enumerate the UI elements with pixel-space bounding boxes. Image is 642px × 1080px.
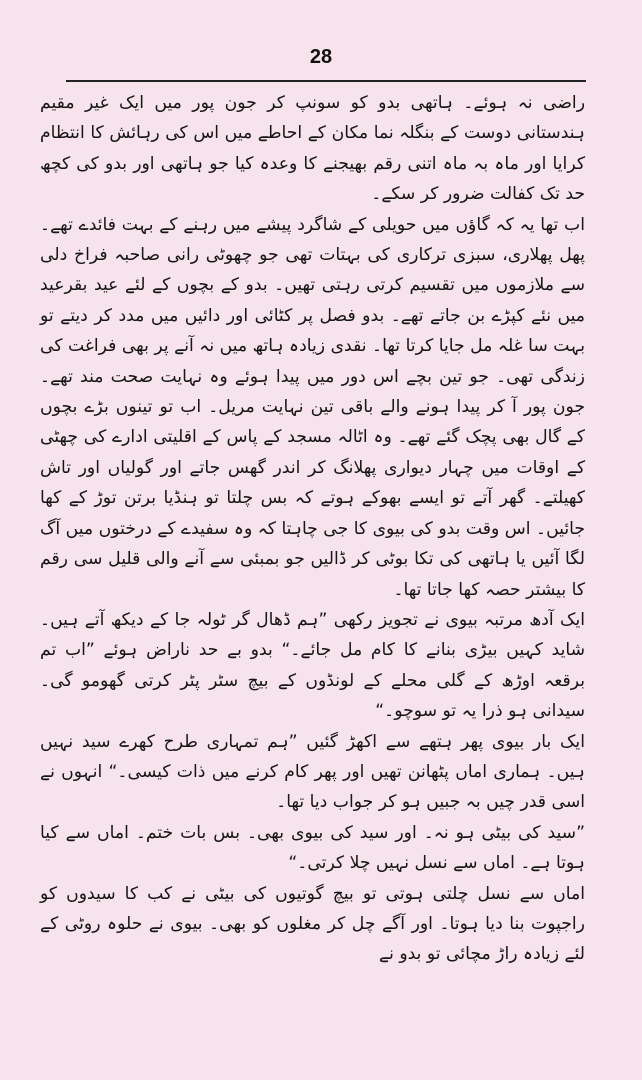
paragraph: راضی نہ ہوئے۔ ہاتھی بدو کو سونپ کر جون پور میں ایک غیر مقیم ہندستانی دوست کے بنگلہ نما مکان کے احاطے میں اس کی رہائش کا انتظام کرایا اور ماہ بہ ماہ اتنی رقم بھیجنے کا وعدہ کیا جو ہاتھی اور بدو کی کچھ حد تک کفالت ضرور کر سکے۔	[40, 93, 585, 205]
header-rule	[66, 80, 586, 82]
paragraph: ایک آدھ مرتبہ بیوی نے تجویز رکھی ”ہم ڈھال گر ٹولہ جا کے دیکھ آتے ہیں۔ شاید کہیں بیڑی بنانے کا کام مل جائے۔“ بدو بے حد ناراض ہوئے ”اب تم برقعہ اوڑھ کے گلی محلے کے لونڈوں کے بیچ سٹر پٹر کرتی گھومو گی۔ سیدانی ہو ذرا یہ تو سوچو۔“	[40, 609, 585, 722]
paragraph: ”سید کی بیٹی ہو نہ۔ اور سید کی بیوی بھی۔ بس بات ختم۔ اماں سے کیا ہوتا ہے۔ اماں سے نسل نہیں چلا کرتی۔“	[40, 822, 585, 874]
page-body-text	[40, 88, 585, 970]
paragraph: ایک بار بیوی پھر ہتھے سے اکھڑ گئیں ”ہم تمہاری طرح کھرے سید نہیں ہیں۔ ہماری اماں پٹھانن تھیں اور پھر کام کرنے میں ذات کیسی۔“ انہوں نے اسی قدر چیں بہ جبیں ہو کر جواب دیا تھا۔	[40, 731, 585, 813]
paragraph: اماں سے نسل چلتی ہوتی تو بیچ گوتیوں کی بیٹی نے کب کا سیدوں کو راجپوت بنا دیا ہوتا۔ اور آگے چل کر مغلوں کو بھی۔ بیوی نے حلوہ روٹی کے لئے زیادہ راڑ مچائی تو بدو نے	[40, 883, 585, 965]
page-number: 28	[309, 46, 333, 68]
paragraph: اب تھا یہ کہ گاؤں میں حویلی کے شاگرد پیشے میں رہنے کے بہت فائدے تھے۔ پھل پھلاری، سبزی ترکاری کی بہتات تھی جو چھوٹی رانی صاحبہ فراخ دلی سے ملازموں میں تقسیم کرتی رہتی تھیں۔ بدو کے بچوں کے لئے عید بقرعید میں نئے کپڑے بن جاتے تھے۔ بدو فصل پر کٹائی اور دائیں میں مدد کر دیتے تو بہت سا غلہ مل جایا کرتا تھا۔ نقدی زیادہ ہاتھ میں نہ آنے پر بھی فراغت کی زندگی تھی۔ جو تین بچے اس دور میں پیدا ہوئے وہ نہایت صحت مند تھے۔ جون پور آ کر پیدا ہونے والے باقی تین نہایت مریل۔ اب تو تینوں بڑے بچوں کے گال بھی پچک گئے تھے۔ وہ اٹالہ مسجد کے پاس کے اقلیتی ادارے کی چھٹی کے اوقات میں چہار دیواری پھلانگ کر اندر گھس جاتے اور گولیاں اور تاش کھیلتے۔ گھر آتے تو ایسے بھوکے ہوتے کہ بس چلتا تو ہنڈیا برتن توڑ کے کھا جائیں۔ اس وقت بدو کی بیوی کا جی چاہتا کہ وہ سفیدے کے درختوں میں آگ لگا آئیں یا ہاتھی کی تکا بوٹی کر ڈالیں جو بمبئی سے آنے والی قلیل سی رقم کا بیشتر حصہ کھا جاتا تھا۔	[40, 214, 585, 600]
